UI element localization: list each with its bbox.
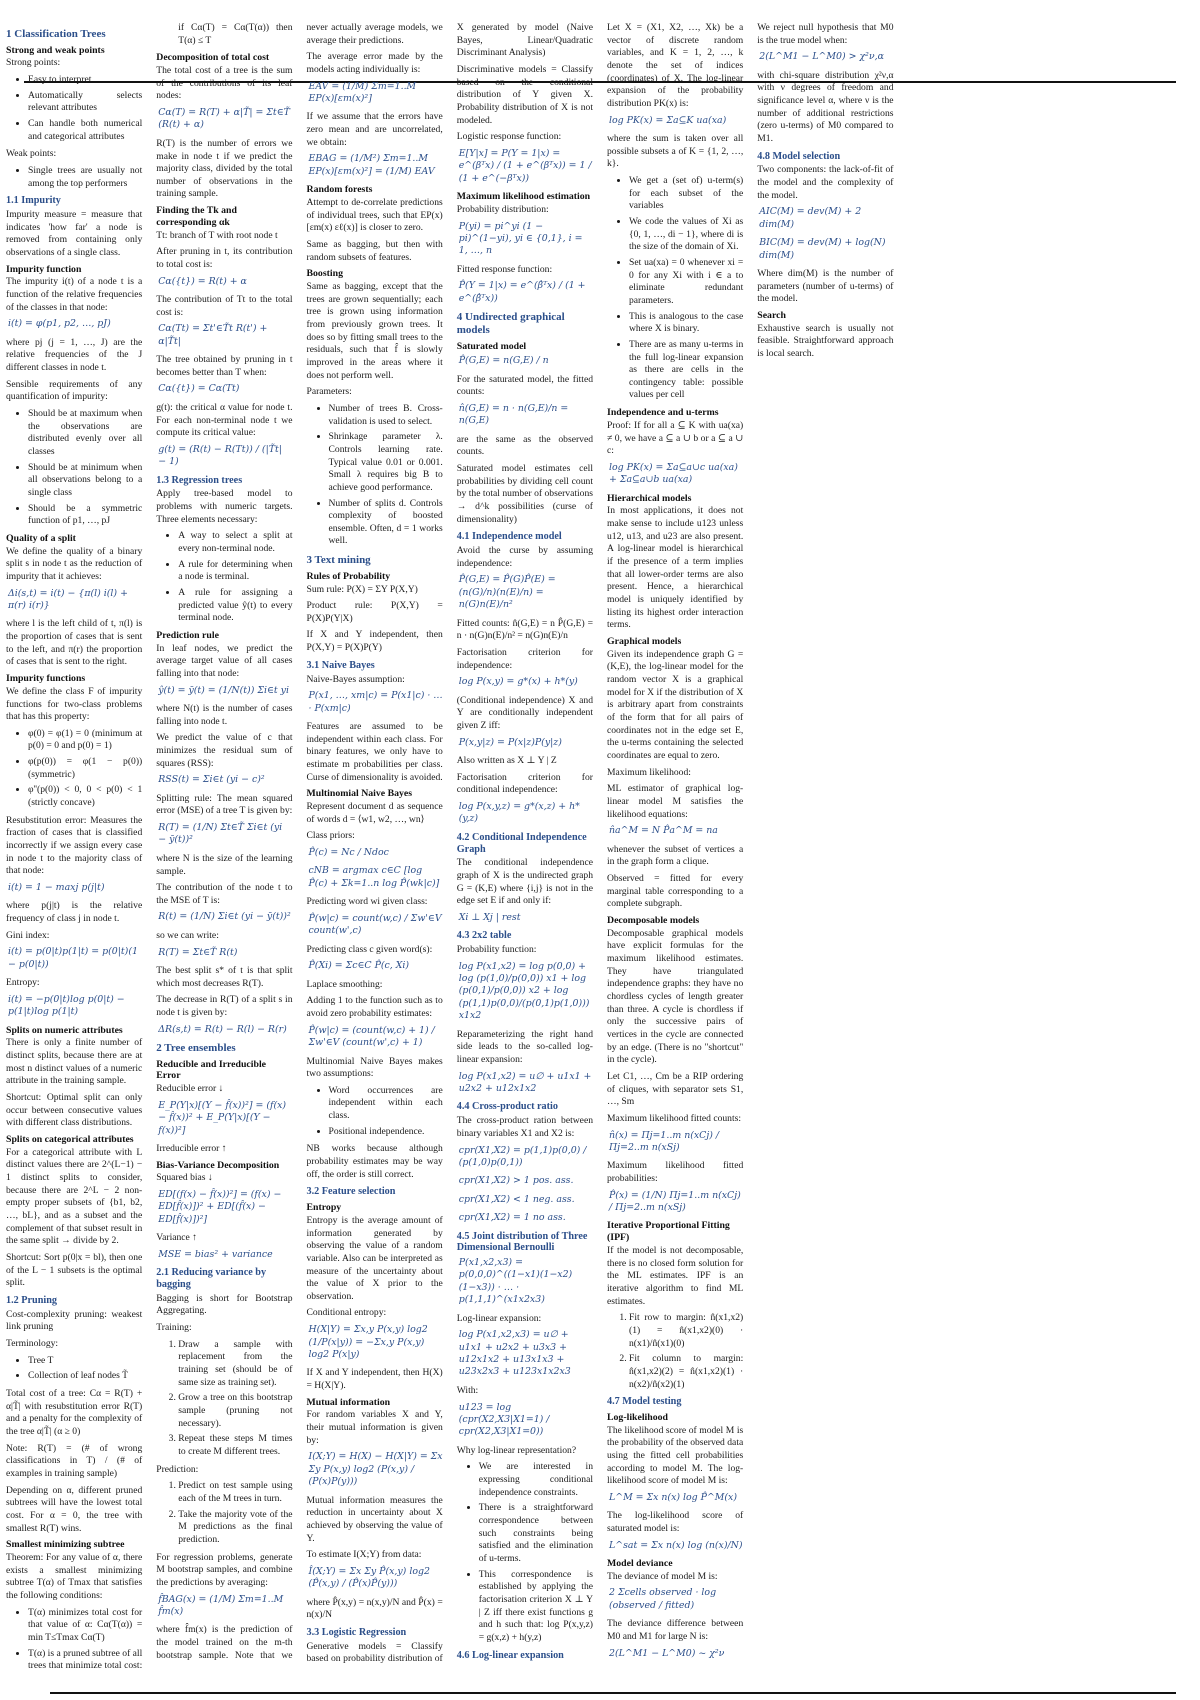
list-item: • We are interested in expressing conditional independence constraints. [479,1461,593,1499]
formula: P̂(G,E) = P̂(G)P̂(E) = (n(G)/n)(n(E)/n) = n(G)n(E)/n² [458,574,556,611]
formula: P̂(w|c) = count(w,c) / Σw'∈V count(w',c) [308,912,442,937]
text-paragraph: Also written as X ⊥ Y | Z [456,755,557,767]
list-item: 2. Fit column to margin: n̂(x1,x2)(2) = n̂(x1,x2)(1) · n(x2)/n̂(x2)(1) [629,1353,743,1391]
paragraph-heading: Model deviance [607,1558,673,1570]
text-paragraph: Features are assumed to be independent within each class. For binary features, we only have to estimate m probabilities per class. Curse of dimensionality is avoided. [306,720,443,783]
paragraph-heading: Rules of Probability [306,570,391,582]
text-paragraph: Represent document d as sequence of words d = ⟨w1, w2, …, wn⟩ [306,801,443,825]
list-item: • T(α) minimizes total cost for that value of α: Cα(T(α)) = min T≤Tmax Cα(T) [28,1607,142,1645]
subsection-heading: 4.6 Log-linear expansion [456,1649,564,1661]
paragraph-heading: Graphical models [607,635,682,647]
text-paragraph: Shortcut: Optimal split can only occur between consecutive values with different class distributions. [6,1092,143,1129]
formula: Î(X;Y) = Σx Σy P̂(x,y) log2 (P̂(x,y) / (P̂(x)P̂(y))) [308,1565,430,1590]
numbered-list [156,1480,292,1546]
bullet-list [156,530,292,625]
text-paragraph: where N is the size of the learning sample. [156,852,293,877]
text-paragraph: After pruning in t, its contribution to total cost is: [156,246,293,270]
text-paragraph: The average error made by the models acting individually is: [306,51,443,75]
subsection-heading: 3.1 Naive Bayes [306,659,375,671]
text-paragraph: Logistic response function: [456,131,562,143]
list-item: • We get a (set of) u-term(s) for each subset of the variables [629,175,743,213]
text-paragraph: Attempt to de-correlate predictions of individual trees, such that EP(x)[εm(x) εℓ(x)] is closer to zero. [306,196,443,234]
text-paragraph: where the sum is taken over all possible subsets a of K = {1, 2, …, k}. [607,133,744,170]
list-item: 2. Grow a tree on this bootstrap sample (pruning not necessary). [178,1392,292,1430]
list-item: • φ''(p(0)) < 0, 0 < p(0) < 1 (strictly concave) [28,784,142,809]
list-item: • This is analogous to the case where X is binary. [629,311,743,336]
formula: 2 Σcells observed · log (observed / fitted) [609,1587,717,1611]
formula: MSE = bias² + variance [158,1248,273,1260]
text-paragraph: Multinomial Naive Bayes makes two assumptions: [306,1055,443,1080]
paragraph-heading: Boosting [306,268,343,280]
text-paragraph: Entropy is the average amount of information generated by observing the value of a random variable. Also can be interpreted as measure of the uncertainty about the value of X prior to the observation. [306,1214,443,1302]
text-paragraph: Maximum likelihood fitted counts: [607,1112,742,1124]
text-paragraph: Observed = fitted for every marginal table corresponding to a complete subgraph. [607,872,744,910]
text-paragraph: Let C1, …, Cm be a RIP ordering of cliques, with separator sets S1, …, Sm [607,1070,744,1108]
list-item: • We code the values of Xi as {0, 1, …, di − 1}, where di is the size of the domain of Xi. [629,216,743,254]
text-paragraph: R(T) is the number of errors we make in node t if we predict the majority class, divided by the total number of observations in the training sample. [156,137,293,200]
bullet-list [307,403,443,548]
text-paragraph: whenever the subset of vertices a in the graph form a clique. [607,843,744,868]
formula: log P(x,y) = g*(x) + h*(y) [458,676,578,688]
text-paragraph: We define the quality of a binary split s in node t as the reduction of impurity that it achieves: [6,545,143,583]
list-item: • Easy to interpret [28,74,142,87]
list-item: • Word occurrences are independent within each class. [329,1085,443,1123]
formula: P̂(x) = (1/N) Πj=1..m n(xCj) / Πj=2..m n(xSj) [609,1189,741,1214]
text-paragraph: In most applications, it does not make sense to include u123 unless u12, u13, and u23 are also present. A log-linear model is hierarchical if the presence of a term implies that all lower-order terms are also present. Hence, a hierarchical model is uniquely identified by listing its highest order interaction terms. [607,505,744,631]
formula: R(t) = (1/N) Σi∈t (yi − ȳ(t))² [158,911,291,923]
text-paragraph: The contribution of Tt to the total cost is: [156,294,293,318]
text-paragraph: Apply tree-based model to problems with numeric targets. Three elements necessary: [156,488,293,525]
text-paragraph: The total cost of a tree is the sum of the contributions of its leaf nodes: [156,65,293,102]
paragraph-heading: Log-likelihood [607,1411,668,1423]
formula: I(X;Y) = H(X) − H(X|Y) = Σx Σy P(x,y) log2 (P(x,y) / (P(x)P(y))) [308,1451,443,1488]
formula: P̂(G,E) = n(G,E) / n [458,355,549,367]
text-paragraph: Exhaustive search is usually not feasible. Straightforward approach is local search. [757,322,894,359]
text-paragraph: Impurity measure = measure that indicates 'how far' a node is removed from containing only observations of a single class. [6,209,143,258]
subsection-heading: 2.1 Reducing variance by bagging [156,1267,267,1291]
text-paragraph: Depending on α, different pruned subtrees will have the lowest total cost. For α = 0, the tree with smallest R(T) wins. [6,1484,143,1534]
text-paragraph: where l is the left child of t, π(l) is the proportion of cases that is sent to the left, and π(r) the proportion of cases that is sent to the right. [6,618,143,668]
paragraph-heading: Strong and weak points [6,44,105,56]
paragraph-heading: Smallest minimizing subtree [6,1539,125,1551]
text-paragraph: To estimate I(X;Y) from data: [306,1549,422,1561]
formula: n̂(x) = Πj=1..m n(xCj) / Πj=2..m n(xSj) [609,1129,720,1153]
list-item: • A rule for determining when a node is terminal. [178,559,292,584]
paragraph-heading: Splits on categorical attributes [6,1134,134,1146]
text-paragraph: The impurity i(t) of a node t is a function of the relative frequencies of the classes in that node: [6,276,143,313]
text-paragraph: Let X = (X1, X2, …, Xk) be a vector of discrete random variables, and K = 1, 2, …, k denote the set of indices (coordinates) of X. The log-linear expansion of the probability distribution PK(x) is: [607,22,744,109]
subsection-heading: 4.7 Model testing [607,1396,682,1408]
text-paragraph: Same as bagging, but then with random subsets of features. [306,238,443,263]
text-paragraph: Why log-linear representation? [456,1444,577,1456]
text-paragraph: Probability distribution: [456,203,549,215]
paragraph-heading: Mutual information [306,1396,391,1408]
text-paragraph: where p(j|t) is the relative frequency of class j in node t. [6,900,143,925]
text-paragraph: Theorem: For any value of α, there exists a smallest minimizing subtree T(α) of Tmax that satisfies the following conditions: [6,1551,143,1601]
list-item: 1. Fit row to margin: n̂(x1,x2)(1) = n̂(x1,x2)(0) · n(x1)/n̂(x1)(0) [629,1312,743,1350]
formula: RSS(t) = Σi∈t (yi − c)² [158,774,265,786]
formula: log PK(x) = Σa⊆K ua(xa) [609,114,727,126]
text-paragraph: Maximum likelihood: [607,766,691,778]
text-paragraph: Adding 1 to the function such as to avoid zero probability estimates: [306,995,443,1020]
text-paragraph: Splitting rule: The mean squared error (MSE) of a tree T is given by: [156,792,293,817]
formula: ΔR(s,t) = R(t) − R(l) − R(r) [158,1023,287,1035]
numbered-list [156,1339,292,1459]
text-paragraph: where N(t) is the number of cases falling into node t. [156,703,293,727]
formula: P(yi) = pi^yi (1 − pi)^(1−yi), yi ∈ {0,1}, i = 1, …, n [458,220,583,257]
paragraph-heading: Maximum likelihood estimation [456,191,591,203]
numbered-list [607,1312,743,1391]
subsection-heading: 4.8 Model selection [757,150,841,162]
formula: R(T) = (1/N) Σt∈T̃ Σi∈t (yi − ȳ(t))² [158,822,283,846]
formula: EAV = (1/M) Σm=1..M EP(x)[εm(x)²] [308,80,417,105]
bullet-list [6,1355,142,1383]
text-paragraph: Variance ↑ [156,1232,197,1244]
formula: cpr(X1,X2) > 1 pos. ass. [458,1175,574,1187]
formula: 2(L^M1 − L^M0) > χ²ν,α [759,51,884,63]
formula: 2(L^M1 − L^M0) ~ χ²ν [609,1647,725,1659]
formula: EBAG = (1/M²) Σm=1..M EP(x)[εm(x)²] = (1/M) EAV [308,153,435,177]
text-paragraph: We predict the value of c that minimizes the residual sum of squares (RSS): [156,732,293,769]
formula: log P(x,y,z) = g*(x,z) + h*(y,z) [458,801,580,825]
text-paragraph: Fitted counts: n̂(G,E) = n P̂(G,E) = n · n(G)n(E)/n² = n(G)n(E)/n [456,617,593,642]
text-paragraph: Avoid the curse by assuming independence: [456,545,593,569]
formula: log P(x1,x2) = log p(0,0) + log (p(1,0)/p(0,0)) x1 + log (p(0,1)/p(0,0)) x2 + log (p(1,1)p(0,0)/(p(0,1)p(1,0))) x1x2 [458,960,590,1022]
text-paragraph: Fitted response function: [456,263,553,275]
text-paragraph: The log-likelihood score of saturated model is: [607,1510,744,1534]
text-paragraph: We reject null hypothesis that M0 is the true model when: [757,22,894,46]
list-item: • Should be at maximum when the observations are distributed evenly over all classes [28,408,142,459]
text-paragraph: The conditional independence graph of X is the undirected graph G = (K,E) where {i,j} is not in the edge set E if and only if: [456,857,593,907]
text-paragraph: The deviance difference between M0 and M1 for large N is: [607,1618,744,1642]
text-paragraph: Two components: the lack-of-fit of the model and the complexity of the model. [757,164,894,201]
paragraph-heading: Finding the Tk and corresponding αk [156,205,237,228]
formula: Cα(T) = R(T) + α|T̃| = Σt∈T̃ (R(t) + α) [158,107,290,131]
formula: log PK(x) = Σa⊆a∪c ua(xa) + Σa⊆a∪b ua(xa) [609,461,738,486]
formula: P(x1, …, xm|c) = P(x1|c) · … · P(xm|c) [308,690,443,714]
text-paragraph: For random variables X and Y, their mutual information is given by: [306,1409,443,1446]
formula: i(t) = p(0|t)p(1|t) = p(0|t)(1 − p(0|t)) [8,946,138,970]
text-paragraph: Gini index: [6,929,50,941]
text-paragraph: For the saturated model, the fitted counts: [456,373,593,398]
list-item: • Can handle both numerical and categorical attributes [28,118,142,143]
paragraph-heading: Quality of a split [6,532,76,544]
paragraph-heading: Bias-Variance Decomposition [156,1159,280,1171]
formula: L^M = Σx n(x) log P̂^M(x) [609,1491,737,1503]
subsection-heading: 4.5 Joint distribution of Three Dimensional Bernoulli [456,1230,588,1254]
text-paragraph: Weak points: [6,148,57,160]
list-item: • Shrinkage parameter λ. Controls learning rate. Typical value 0.01 or 0.001. Small λ requires big B to achieve good performance. [329,431,443,494]
text-paragraph: With: [456,1384,479,1396]
text-paragraph: Factorisation criterion for independence: [456,646,593,671]
text-paragraph: Product rule: P(X,Y) = P(X)P(Y|X) [306,600,443,624]
bullet-list [6,74,142,143]
text-paragraph: The likelihood score of model M is the probability of the observed data using the fitted cell probabilities according to model M. The log-likelihood score of model M is: [607,1424,744,1487]
text-paragraph: Terminology: [6,1338,59,1350]
list-item: 1. Draw a sample with replacement from the training set (should be of same size as training set). [178,1339,292,1390]
text-paragraph: Decomposable graphical models have explicit formulas for the maximum likelihood estimates. They have triangulated independence graphs: they have no chordless cycles of length greater than three. A cycle is chordless if only the successive pairs of vertices in the cycle are connected by an edge. (There is no "shortcut" in the cycle). [607,927,744,1066]
formula: Xi ⊥ Xj | rest [458,911,521,923]
text-paragraph: Cost-complexity pruning: weakest link pruning [6,1308,143,1333]
formula: ŷ(t) = ȳ(t) = (1/N(t)) Σi∈t yi [158,684,289,696]
list-item: • A rule for assigning a predicted value ŷ(t) to every terminal node. [178,587,292,625]
text-paragraph: Training: [156,1322,192,1334]
text-paragraph: Sensible requirements of any quantification of impurity: [6,378,143,403]
formula: Cα({t}) = Cα(Tt) [158,383,240,395]
paragraph-heading: Decomposable models [607,914,700,926]
list-item: • Tree T [28,1355,142,1368]
section-heading: 3 Text mining [306,554,371,567]
text-paragraph: where pj (j = 1, …, J) are the relative frequencies of the J different classes in node t. [6,336,143,374]
text-paragraph: For a categorical attribute with L distinct values there are 2^(L−1) − 1 distinct splits to consider, because there are 2^L − 2 non-empty proper subsets of {b1, b2, …, bL}, and as a subset and the complement of that subset result in the same split → divide by 2. [6,1146,143,1247]
text-paragraph: Irreducible error ↑ [156,1142,227,1154]
paragraph-heading: Hierarchical models [607,492,692,504]
section-heading: 4 Undirected graphical models [456,311,565,336]
text-paragraph: with chi-square distribution χ²ν,α with ν degrees of freedom and significance level α, where ν is the number of additional restrictions (zero u-terms) of M0 compared to M1. [757,69,894,144]
section-heading: 1 Classification Trees [6,28,106,40]
paragraph-heading: Reducible and Irreducible Error [156,1058,267,1082]
formula: i(t) = 1 − maxj p(j|t) [8,882,105,894]
text-paragraph: Log-linear expansion: [456,1312,542,1324]
formula: n̂a^M = N P̂a^M = na [609,825,718,837]
formula: ED[(f(x) − f̂(x))²] = (f(x) − ED[f̂(x)])² + ED[(f̂(x) − ED[f̂(x)])²] [158,1189,282,1225]
list-item: • There are as many u-terms in the full log-linear expansion as there are cells in the contingency table: possible values per cell [629,339,743,402]
paragraph-heading: Decomposition of total cost [156,52,270,64]
list-item: • Should be at minimum when all observations belong to a single class [28,462,142,500]
cheat-sheet-columns [6,22,1194,1678]
text-paragraph: The contribution of the node t to the MSE of T is: [156,882,293,906]
list-item: • T(α) is a pruned subtree of all trees that minimize total cost: if Cα(T) = Cα(T(α)) then T(α) ≤ T [28,22,293,1678]
text-paragraph: Saturated model estimates cell probabilities by dividing cell count by the total number of observations → d^k possibilities (curse of dimensionality) [456,463,593,525]
bullet-list [457,1461,593,1644]
text-paragraph: Parameters: [306,386,352,398]
text-paragraph: Bagging is short for Bootstrap Aggregating. [156,1292,293,1317]
formula: i(t) = φ(p1, p2, …, pJ) [8,318,111,330]
formula: P̂(c) = Nc / Ndoc [308,846,389,858]
formula: cpr(X1,X2) < 1 neg. ass. [458,1193,575,1205]
text-paragraph: Proof: If for all a ⊆ K with ua(xa) ≠ 0, we have a ⊆ a ∪ b or a ⊆ a ∪ c: [607,419,744,457]
text-paragraph: Reparameterizing the right hand side leads to the so-called log-linear expansion: [456,1028,593,1065]
text-paragraph: ML estimator of graphical log-linear model M satisfies the likelihood equations: [607,783,744,820]
list-item: • φ(p(0)) = φ(1 − p(0)) (symmetric) [28,756,142,781]
paragraph-heading: Iterative Proportional Fitting (IPF) [607,1220,730,1244]
list-item: • A way to select a split at every non-terminal node. [178,530,292,555]
list-item: • Automatically selects relevant attributes [28,90,142,115]
bullet-list [6,165,142,190]
text-paragraph: The tree obtained by pruning in t becomes better than T when: [156,354,293,378]
subsection-heading: 4.1 Independence model [456,531,562,543]
formula: P̂(Xi) = Σc∈C P̂(c, Xi) [308,960,410,972]
text-paragraph: Reducible error ↓ [156,1083,224,1095]
formula: E[Y|x] = P(Y = 1|x) = e^(βᵀx) / (1 + e^(βᵀx)) = 1 / (1 + e^(−βᵀx)) [458,147,592,184]
text-paragraph: Generative models = Classify based on probability distribution of X generated by model (Naive Bayes, Linear/Quadratic Discriminant Analysis) [306,22,593,1665]
text-paragraph: g(t): the critical α value for node t. For each non-terminal node t we compute its critical value: [156,401,293,439]
text-paragraph: NB works because although probability estimates may be way off, the order is still correct. [306,1143,443,1180]
text-paragraph: There is only a finite number of distinct splits, because there are at most n distinct values of a numeric attribute in the training sample. [6,1037,143,1087]
text-paragraph: The decrease in R(T) of a split s in node t is given by: [156,994,293,1018]
text-paragraph: In leaf nodes, we predict the average target value of all cases falling into that node: [156,642,293,679]
formula: i(t) = −p(0|t)log p(0|t) − p(1|t)log p(1|t) [8,993,125,1018]
paragraph-heading: Prediction rule [156,629,219,641]
text-paragraph: Resubstitution error: Measures the fraction of cases that is classified incorrectly if we assign every case in node t to the majority class of that node: [6,814,143,877]
list-item: • Collection of leaf nodes T̃ [28,1370,142,1383]
list-item: 3. Repeat these steps M times to create M different trees. [178,1433,292,1458]
text-paragraph: The deviance of model M is: [607,1570,718,1582]
formula: u123 = log (cpr(X2,X3|X1=1) / cpr(X2,X3|X1=0)) [458,1401,550,1438]
paragraph-heading: Multinomial Naive Bayes [306,788,413,800]
text-paragraph: If X and Y independent, then H(X) = H(X|Y). [306,1367,443,1392]
subsection-heading: 4.2 Conditional Independence Graph [456,831,587,855]
list-item: • Number of splits d. Controls complexity of boosted ensemble. Often, d = 1 works well. [329,498,443,549]
text-paragraph: We define the class F of impurity functions for two-class problems that has this property: [6,685,143,723]
text-paragraph: so we can write: [156,929,219,941]
text-paragraph: Mutual information measures the reduction in uncertainty about X achieved by observing the value of Y. [306,1494,443,1544]
bullet-list [607,175,743,402]
subsection-heading: 3.2 Feature selection [306,1186,396,1198]
paragraph-heading: Impurity functions [6,673,86,685]
text-paragraph: Where dim(M) is the number of parameters (number of u-terms) of the model. [757,267,894,305]
subsection-heading: 3.3 Logistic Regression [306,1627,407,1639]
paragraph-heading: Search [757,309,786,321]
formula: P̂(w|c) = (count(w,c) + 1) / Σw'∈V (count(w',c) + 1) [308,1024,435,1049]
text-paragraph: Class priors: [306,830,355,842]
paragraph-heading: Impurity function [6,263,82,275]
formula: P̂(Y = 1|x) = e^(β̂ᵀx) / (1 + e^(β̂ᵀx)) [458,280,586,304]
text-paragraph: Predicting word wi given class: [306,896,428,908]
text-paragraph: where P̂(x,y) = n(x,y)/N and P̂(x) = n(x)/N [306,1596,443,1621]
formula: g(t) = (R(t) − R(Tt)) / (|T̃t| − 1) [158,443,282,468]
list-item: • Should be a symmetric function of p1, …, pJ [28,503,142,528]
paragraph-heading: Independence and u-terms [607,407,719,419]
text-paragraph: Tt: branch of T with root node t [156,229,278,241]
text-paragraph: Probability function: [456,944,537,955]
paragraph-heading: Random forests [306,184,373,196]
text-paragraph: For regression problems, generate M bootstrap samples, and combine the predictions by averaging: [156,1551,293,1588]
formula: L^sat = Σx n(x) log (n(x)/N) [609,1539,743,1551]
bullet-list [307,1085,443,1139]
text-paragraph: If X and Y independent, then P(X,Y) = P(X)P(Y) [306,629,443,654]
text-paragraph: The cross-product ration between binary variables X1 and X2 is: [456,1115,593,1139]
list-item: • This correspondence is established by applying the factorisation criterion X ⊥ Y | Z iff there exist functions g and h such that: log P(x,y,z) = g(x,z) + h(y,z) [479,1569,593,1645]
list-item: • φ(0) = φ(1) = 0 (minimum at p(0) = 0 and p(0) = 1) [28,728,142,753]
text-paragraph: Note: R(T) = (# of wrong classifications in T) / (# of examples in training sample) [6,1442,143,1479]
subsection-heading: 4.4 Cross-product ratio [456,1101,558,1113]
text-paragraph: Strong points: [6,57,61,69]
text-paragraph: If we assume that the errors have zero mean and are uncorrelated, we obtain: [306,111,443,148]
formula: P(x,y|z) = P(x|z)P(y|z) [458,736,562,748]
formula: f̂BAG(x) = (1/M) Σm=1..M f̂m(x) [158,1593,284,1617]
text-paragraph: Naive-Bayes assumption: [306,673,405,685]
paragraph-heading: Saturated model [456,340,527,352]
paragraph-heading: Entropy [306,1202,342,1214]
text-paragraph: Discriminative models = Classify based on the conditional distribution of Y given X. Probability distribution of X is not modeled. [456,63,593,126]
subsection-heading: 1.3 Regression trees [156,474,243,486]
formula: Cα({t}) = R(t) + α [158,275,247,287]
formula: cpr(X1,X2) = 1 no ass. [458,1212,566,1224]
text-paragraph: Sum rule: P(X) = ΣY P(X,Y) [306,583,418,595]
text-paragraph: Conditional entropy: [306,1307,387,1319]
formula: E_P(Y|x)[(Y − f̂(x))²] = (f(x) − f̂(x))² + E_P(Y|x)[(Y − f(x))²] [158,1099,287,1136]
list-item: • Positional independence. [329,1126,443,1139]
text-paragraph: Prediction: [156,1463,199,1475]
text-paragraph: Maximum likelihood fitted probabilities: [607,1160,744,1184]
text-paragraph: (Conditional independence) X and Y are conditionally independent given Z iff: [456,694,593,731]
text-paragraph: Same as bagging, except that the trees are grown sequentially; each tree is grown using information from previously grown trees. It does so by fitting small trees to the residuals, such that f̂ is slowly improved in the areas where it does not perform well. [306,281,443,381]
text-paragraph: are the same as the observed counts. [456,433,593,458]
text-paragraph: If the model is not decomposable, there is no closed form solution for the ML estimates. IPF is an iterative algorithm to find ML estimates. [607,1244,744,1307]
bottom-rule [50,1692,1176,1694]
text-paragraph: The best split s* of t is that split which most decreases R(T). [156,964,293,989]
formula: P(x1,x2,x3) = p(0,0,0)^((1−x1)(1−x2)(1−x3)) · … · p(1,1,1)^(x1x2x3) [458,1256,573,1306]
text-paragraph: Shortcut: Sort p(0|x = bl), then one of the L − 1 subsets is the optimal split. [6,1252,143,1289]
text-paragraph: Laplace smoothing: [306,978,383,990]
formula: n̂(G,E) = n · n(G,E)/n = n(G,E) [458,402,569,427]
bullet-list [6,728,142,810]
subsection-heading: 1.1 Impurity [6,195,61,207]
formula: log P(x1,x2) = u∅ + u1x1 + u2x2 + u12x1x2 [458,1070,592,1095]
list-item: • There is a straightforward correspondence between such constraints being satisfied and the elimination of u-terms. [479,1502,593,1565]
formula: AIC(M) = dev(M) + 2 dim(M) [759,206,862,230]
formula: log P(x1,x2,x3) = u∅ + u1x1 + u2x2 + u3x3 + u12x1x2 + u13x1x3 + u23x2x3 + u123x1x2x3 [458,1329,571,1378]
subsection-heading: 1.2 Pruning [6,1295,57,1307]
list-item: 1. Predict on test sample using each of the M trees in turn. [178,1480,292,1505]
text-paragraph: Given its independence graph G = (K,E), the log-linear model for the random vector X is a graphical model for X if the distribution of X is arbitrary apart from constraints of the form that for all pairs of coordinates not in the edge set E, the u-terms containing the selected coordinates are equal to zero. [607,648,744,761]
formula: H(X|Y) = Σx,y P(x,y) log2 (1/P(x|y)) = −Σx,y P(x,y) log2 P(x|y) [308,1324,428,1360]
formula: Δi(s,t) = i(t) − {π(l) i(l) + π(r) i(r)} [8,587,128,612]
text-paragraph: where f̂m(x) is the prediction of the model trained on the m-th bootstrap sample. Note that we never actually average models, we average their predictions. [156,22,443,1661]
list-item: • Number of trees B. Cross-validation is used to select. [329,403,443,428]
list-item: • Single trees are usually not among the top performers [28,165,142,190]
formula: R(T) = Σt∈T̃ R(t) [158,946,238,958]
text-paragraph: Predicting class c given word(s): [306,943,433,955]
formula: BIC(M) = dev(M) + log(N) dim(M) [759,237,886,261]
formula: cNB = argmax c∈C [log P̂(c) + Σk=1..n log P̂(wk|c)] [308,865,440,889]
text-paragraph: Factorisation criterion for conditional independence: [456,771,593,796]
formula: cpr(X1,X2) = p(1,1)p(0,0) / (p(1,0)p(0,1)) [458,1144,587,1168]
text-paragraph: Squared bias ↓ [156,1172,213,1184]
list-item: • Set ua(xa) = 0 whenever xi = 0 for any Xi with i ∈ a to eliminate redundant parameters. [629,257,743,308]
paragraph-heading: Splits on numeric attributes [6,1024,123,1036]
subsection-heading: 4.3 2x2 table [456,930,512,942]
list-item: 2. Take the majority vote of the M predictions as the final prediction. [178,1509,292,1547]
bullet-list [6,408,142,528]
text-paragraph: Total cost of a tree: Cα = R(T) + α|T̃| with resubstitution error R(T) and a penalty for the complexity of the tree α|T̃| (α ≥ 0) [6,1388,143,1437]
text-paragraph: Entropy: [6,977,40,989]
section-heading: 2 Tree ensembles [156,1041,236,1054]
formula: Cα(Tt) = Σt'∈T̃t R(t') + α|T̃t| [158,323,268,347]
